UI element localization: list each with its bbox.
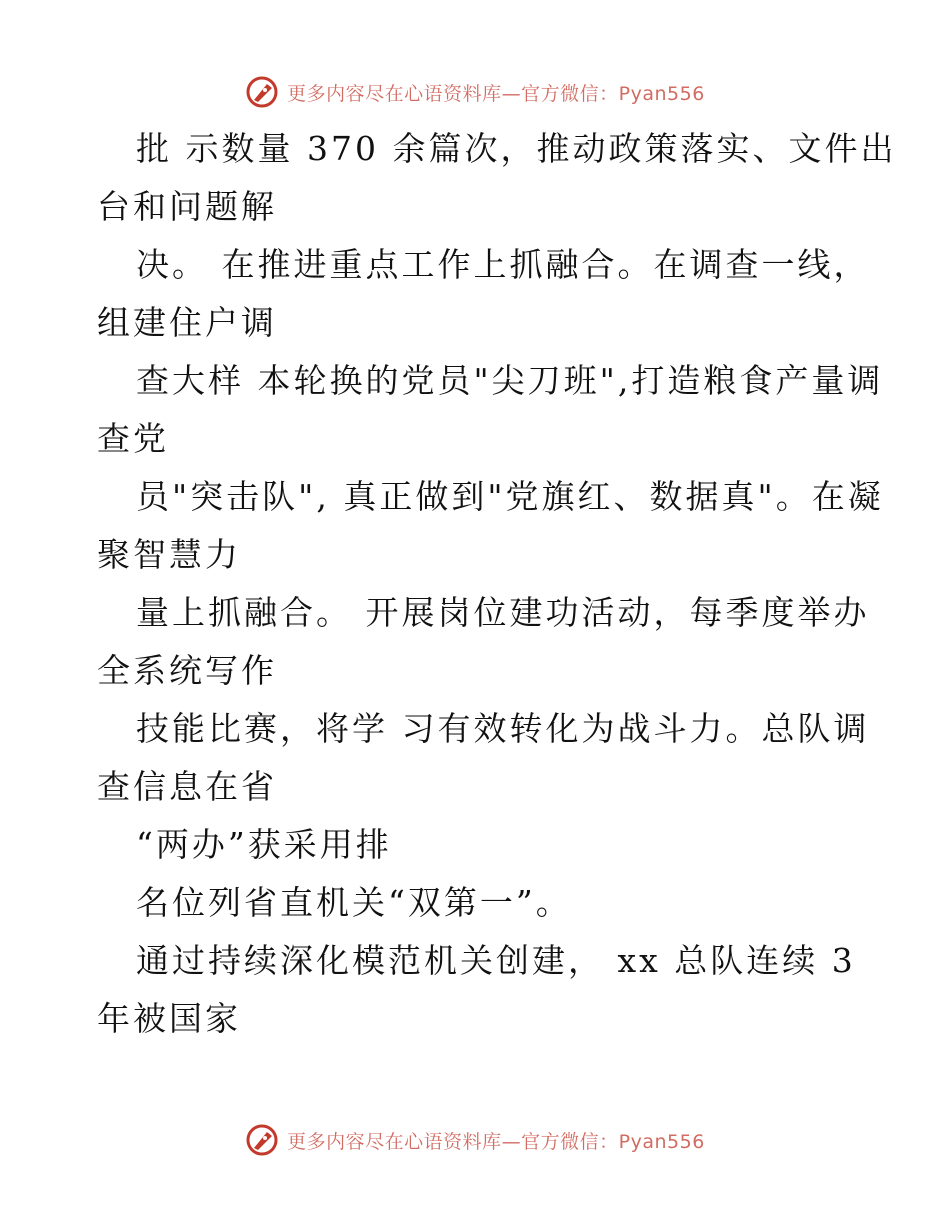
text-line: 聚智慧力 (97, 535, 241, 574)
text-line: 查党 (97, 419, 169, 458)
text-line: 量上抓融合。 开展岗位建功活动，每季度举办 (136, 593, 870, 632)
pen-nib-circle-icon (245, 75, 279, 109)
text-line: 员"突击队", 真正做到"党旗红、数据真"。在凝 (136, 477, 884, 516)
text-line: “两办”获采用排 (136, 825, 392, 864)
document-body (0, 120, 950, 1048)
text-line: 查信息在省 (97, 767, 277, 806)
pen-nib-circle-icon (245, 1123, 279, 1157)
text-line: 技能比赛，将学 习有效转化为战斗力。总队调 (136, 709, 870, 748)
text-line: 组建住户调 (97, 303, 277, 342)
watermark-text: 更多内容尽在心语资料库—官方微信：Pyan556 (287, 82, 705, 105)
text-line: 批 示数量 370 余篇次，推动政策落实、文件出 (136, 129, 897, 168)
text-line: 台和问题解 (97, 187, 277, 226)
text-line: 通过持续深化模范机关创建， xx 总队连续 3 (136, 941, 856, 980)
text-line: 名位列省直机关“双第一”。 (136, 883, 572, 922)
footer-watermark (0, 1120, 950, 1160)
text-line: 查大样 本轮换的党员"尖刀班",打造粮食产量调 (136, 361, 884, 400)
watermark-text: 更多内容尽在心语资料库—官方微信：Pyan556 (287, 1130, 705, 1153)
text-line: 决。 在推进重点工作上抓融合。在调查一线， (136, 245, 870, 284)
text-line: 年被国家 (97, 999, 241, 1038)
text-line: 全系统写作 (97, 651, 277, 690)
header-watermark (0, 72, 950, 112)
